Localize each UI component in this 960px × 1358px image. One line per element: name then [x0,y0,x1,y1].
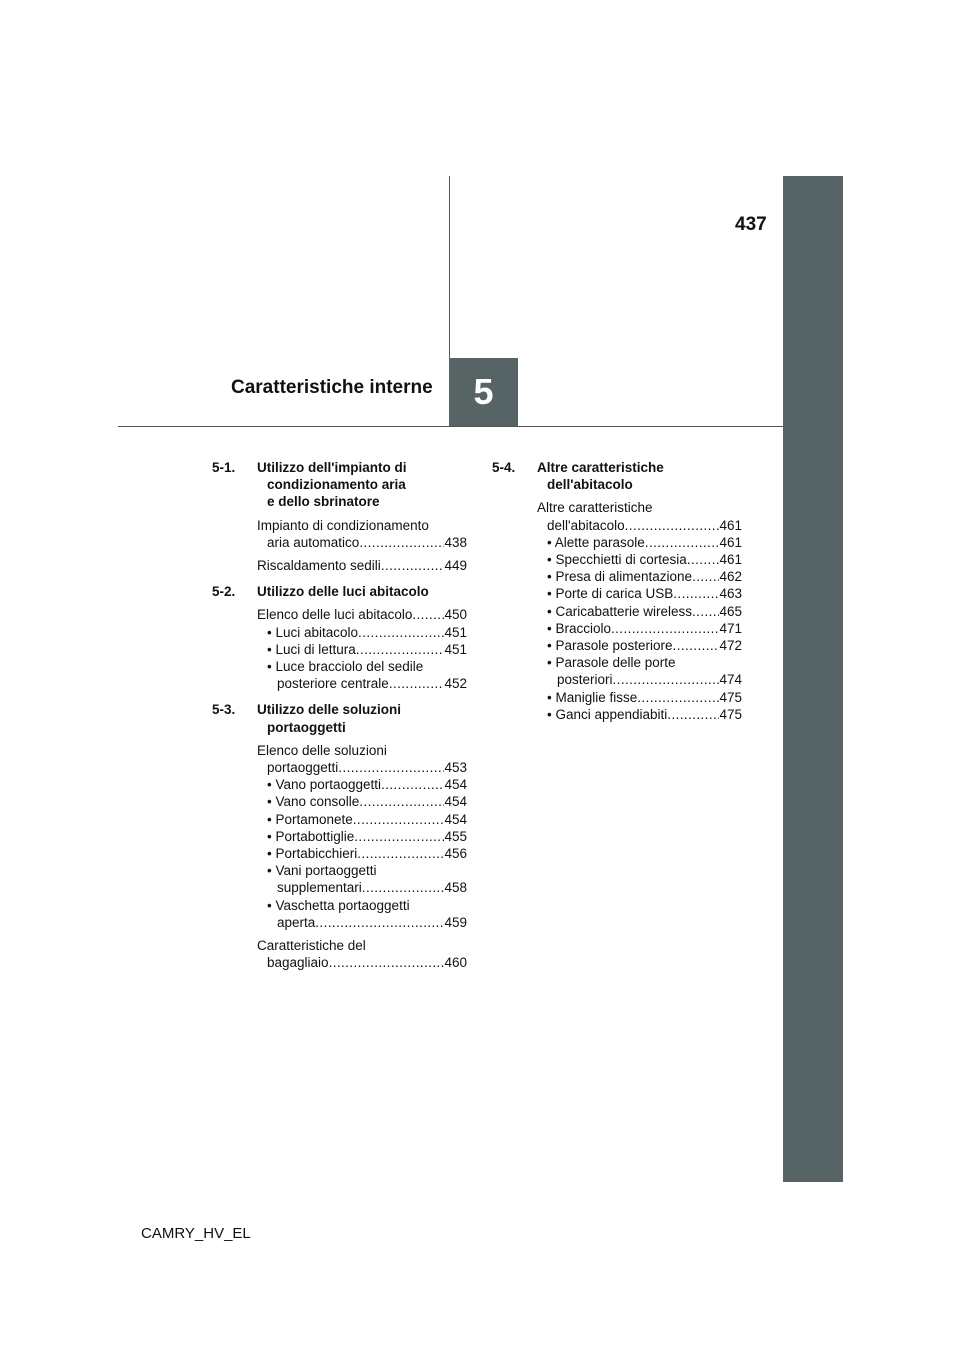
dot-leader [359,534,444,551]
toc-entry-label: • Portamonete [267,811,353,827]
toc-page-ref: 465 [719,603,742,619]
toc-page-ref: 455 [444,828,467,844]
toc-page-ref: 453 [444,760,467,776]
toc-page-ref: 449 [444,558,467,574]
dot-leader [611,620,719,637]
dot-leader [412,606,444,623]
toc-page-ref: 452 [444,676,467,692]
section-number: 5-1. [212,460,236,475]
dot-leader [359,793,444,810]
toc-entry-label: portaoggetti [267,760,339,776]
section-title-line: portaoggetti [267,719,346,735]
toc-entry[interactable] [537,551,742,568]
toc-entry-label: • Portabottiglie [267,828,355,844]
toc-page-ref: 454 [444,794,467,810]
toc-entry[interactable] [257,793,467,810]
toc-column-right [492,459,742,729]
toc-column-left [212,459,467,977]
toc-entry-label: • Porte di carica USB [547,586,674,602]
toc-entry[interactable] [537,603,742,620]
toc-entry[interactable] [257,557,467,574]
toc-page-ref: 471 [719,620,742,636]
toc-page-ref: 475 [719,689,742,705]
section-title-line: Utilizzo delle luci abitacolo [257,584,429,600]
dot-leader [358,624,444,641]
toc-entry[interactable] [537,568,742,585]
toc-page-ref: 474 [719,672,742,688]
dot-leader [667,706,719,723]
toc-entry[interactable] [537,534,742,551]
toc-entry[interactable] [257,606,467,623]
toc-entry[interactable] [537,689,742,706]
toc-entry-label: bagagliaio [267,955,329,971]
toc-entry-label: posteriore centrale [277,676,389,692]
toc-page-ref: 459 [444,914,467,930]
section-number: 5-3. [212,702,236,718]
dot-leader [381,776,444,793]
toc-entry-group [257,742,467,931]
section-title-line: Altre caratteristiche [537,460,664,475]
toc-page-ref: 454 [444,777,467,793]
toc-entry-label: Elenco delle soluzioni [257,742,387,758]
toc-entry-label: • Specchietti di cortesia [547,552,687,568]
toc-page-ref: 475 [719,706,742,722]
toc-page-ref: 458 [444,880,467,896]
toc-page-ref: 461 [719,552,742,568]
toc-entry[interactable] [257,879,467,896]
toc-entry[interactable] [257,937,467,971]
toc-entry-label: • Parasole posteriore [547,638,673,654]
dot-leader [389,675,445,692]
page-number: 437 [735,214,767,235]
toc-entry[interactable] [257,845,467,862]
toc-entry[interactable] [257,675,467,692]
dot-leader [645,534,720,551]
toc-entry[interactable] [257,759,467,776]
toc-page-ref: 463 [719,586,742,602]
toc-entry-label: • Vani portaoggetti [267,863,377,879]
dot-leader [354,828,444,845]
toc-entry[interactable] [257,914,467,931]
dot-leader [673,637,720,654]
section-title-line: Utilizzo delle soluzioni [257,702,402,718]
section-heading [492,459,742,493]
toc-entry-group [257,606,467,692]
dot-leader [637,689,719,706]
footer-model-code: CAMRY_HV_EL [141,1225,251,1242]
toc-entry[interactable] [257,641,467,658]
toc-entry[interactable] [537,637,742,654]
dot-leader [353,811,445,828]
toc-entry-label: • Portabicchieri [267,846,358,862]
dot-leader [613,671,720,688]
dot-leader [687,551,720,568]
dot-leader [329,954,445,971]
toc-entry-label: aperta [277,914,316,930]
toc-entry-label: • Parasole delle porte [547,655,676,671]
toc-entry-label: posteriori [557,672,613,688]
toc-entry[interactable] [257,828,467,845]
toc-entry-label: • Vano portaoggetti [267,777,382,793]
toc-entry-label: • Presa di alimentazione [547,569,693,585]
toc-entry-group [537,499,742,723]
dot-leader [315,914,444,931]
horizontal-rule [118,426,783,427]
toc-page-ref: 438 [444,534,467,550]
dot-leader [692,568,719,585]
toc-entry-label: Elenco delle luci abitacolo [257,607,413,623]
toc-entry[interactable] [537,585,742,602]
toc-entry[interactable] [257,776,467,793]
toc-entry[interactable] [537,706,742,723]
toc-page-ref: 472 [719,638,742,654]
toc-entry[interactable] [537,671,742,688]
toc-page-ref: 450 [444,607,467,623]
toc-entry[interactable] [537,517,742,534]
dot-leader [625,517,720,534]
toc-entry-label: Altre caratteristiche [537,500,653,516]
dot-leader [692,603,719,620]
toc-entry-label: • Caricabatterie wireless [547,603,693,619]
section-title-line: condizionamento aria [267,477,406,493]
dot-leader [381,557,445,574]
toc-page-ref: 461 [719,534,742,550]
toc-entry-label: Impianto di condizionamento [257,517,429,533]
toc-page-ref: 462 [719,569,742,585]
toc-entry-label: • Vano consolle [267,794,360,810]
toc-entry-label: • Luce bracciolo del sedile [267,659,424,675]
toc-entry-label: • Ganci appendiabiti [547,706,668,722]
section-title-line: Utilizzo dell'impianto di [257,460,407,475]
toc-entry-label: • Maniglie fisse [547,689,638,705]
chapter-side-tab [783,176,843,1182]
toc-entry-label: • Luci abitacolo [267,624,359,640]
toc-page-ref: 456 [444,846,467,862]
toc-entry-label: dell'abitacolo [547,517,625,533]
toc-entry-label: supplementari [277,880,362,896]
toc-entry-label: • Alette parasole [547,534,645,550]
section-heading [212,459,467,511]
dot-leader [362,879,445,896]
toc-entry-label: • Luci di lettura [267,641,356,657]
toc-page-ref: 460 [444,955,467,971]
toc-page-ref: 451 [444,624,467,640]
section-number: 5-2. [212,584,236,600]
dot-leader [673,585,719,602]
vertical-rule [449,176,450,358]
toc-entry[interactable] [257,517,467,551]
section-heading [212,701,467,735]
chapter-title: Caratteristiche interne [231,377,433,398]
dot-leader [356,641,445,658]
toc-page-ref: 461 [719,517,742,533]
toc-page-ref: 451 [444,641,467,657]
dot-leader [357,845,444,862]
toc-entry[interactable] [537,620,742,637]
section-heading [212,583,467,600]
toc-entry-label: • Bracciolo [547,620,611,636]
toc-entry-label: Riscaldamento sedili [257,558,381,574]
section-title-line: dell'abitacolo [547,477,633,493]
toc-entry[interactable] [257,811,467,828]
dot-leader [338,759,444,776]
toc-entry-label: aria automatico [267,534,360,550]
section-number: 5-4. [492,460,516,475]
toc-entry-label: Caratteristiche del [257,938,366,954]
chapter-number-box: 5 [449,358,518,426]
toc-page-ref: 454 [444,811,467,827]
toc-entry-label: • Vaschetta portaoggetti [267,897,410,913]
section-title-line: e dello sbrinatore [267,494,380,510]
toc-entry[interactable] [257,624,467,641]
